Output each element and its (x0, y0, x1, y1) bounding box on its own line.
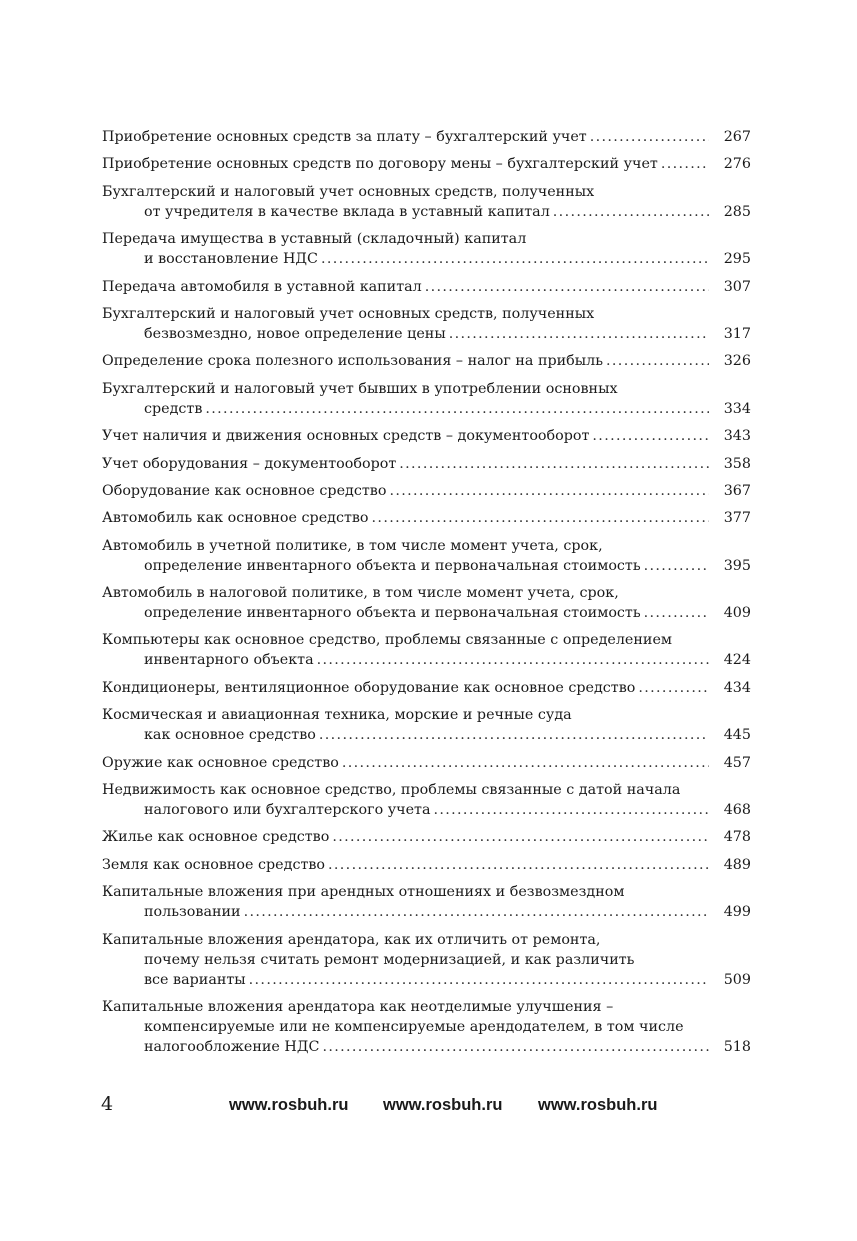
toc-entry-title: Земля как основное средство (102, 856, 326, 873)
toc-entry-title: Компьютеры как основное средство, проблемы связанные с определением (102, 632, 673, 649)
toc-entry (102, 630, 751, 670)
toc-entry (102, 705, 751, 745)
toc-entry (102, 780, 751, 820)
toc-entry (102, 855, 751, 875)
toc-entry-title: Капитальные вложения при арендных отношениях и безвозмездном (102, 884, 625, 901)
toc-entry-title: Бухгалтерский и налоговый учет бывших в употреблении основных (102, 380, 618, 397)
toc-entry-title: Космическая и авиационная техника, морские и речные суда (102, 707, 572, 724)
toc-entry (102, 753, 751, 773)
toc-entry (102, 536, 751, 576)
toc-entry-line (102, 399, 751, 419)
toc-entry-line (102, 855, 751, 875)
toc-entry-title: как основное средство (144, 727, 316, 744)
toc-page-number: 434 (709, 678, 751, 698)
toc-entry-title: Недвижимость как основное средство, проблемы связанные с датой начала (102, 782, 681, 799)
toc-entry-line (102, 454, 751, 474)
toc-entry-line (102, 277, 751, 297)
toc-entry (102, 277, 751, 297)
toc-entry-title: средств (144, 400, 203, 417)
toc-entry-title: Кондиционеры, вентиляционное оборудование как основное средство (102, 679, 636, 696)
toc-entry-line (102, 229, 751, 249)
toc-entry-title: пользовании (144, 904, 241, 921)
toc-entry (102, 379, 751, 419)
toc-entry-line (102, 930, 751, 950)
toc-entry (102, 481, 751, 501)
toc-entry-line (102, 556, 751, 576)
footer-url: www.rosbuh.ru (383, 1096, 503, 1114)
toc-page-number: 343 (709, 426, 751, 446)
toc-entry-line (102, 583, 751, 603)
toc-entry-title: почему нельзя считать ремонт модернизацией, и как различить (144, 951, 635, 968)
toc-entry-line (102, 705, 751, 725)
toc-entry-title: налогового или бухгалтерского учета (144, 802, 431, 819)
toc-page-number: 509 (709, 970, 751, 990)
toc-entry (102, 583, 751, 623)
toc-entry-line (102, 249, 751, 269)
toc-entry-title: определение инвентарного объекта и первоначальная стоимость (144, 605, 641, 622)
toc-entry-title: налогообложение НДС (144, 1038, 320, 1055)
toc-entry-line (102, 127, 751, 147)
toc-page-number: 478 (709, 827, 751, 847)
toc-entry (102, 454, 751, 474)
toc-page-number: 285 (709, 202, 751, 222)
toc-page-number: 445 (709, 725, 751, 745)
toc-entry-line (102, 426, 751, 446)
toc-entry-line (102, 725, 751, 745)
toc-entry-line (102, 536, 751, 556)
toc-entry (102, 997, 751, 1057)
toc-entry-line (102, 630, 751, 650)
toc-entry (102, 154, 751, 174)
toc-page-number: 367 (709, 481, 751, 501)
toc-entry (102, 930, 751, 990)
toc-entry-line (102, 997, 751, 1017)
toc-page-number: 409 (709, 603, 751, 623)
toc-entry (102, 351, 751, 371)
toc-entry (102, 426, 751, 446)
toc-entry-title: безвозмездно, новое определение цены (144, 325, 446, 342)
page-number: 4 (101, 1093, 114, 1115)
toc-page-number: 334 (709, 399, 751, 419)
toc-entry-title: Приобретение основных средств за плату – бухгалтерский учет (102, 129, 587, 145)
toc-entry-line (102, 379, 751, 399)
toc-entry-title: Бухгалтерский и налоговый учет основных средств, полученных (102, 183, 595, 200)
toc-entry (102, 508, 751, 528)
toc-page-number: 276 (709, 154, 751, 174)
toc-entry-title: инвентарного объекта (144, 652, 314, 669)
toc-page-number: 307 (709, 277, 751, 297)
toc-entry-line (102, 650, 751, 670)
toc-entry-title: определение инвентарного объекта и первоначальная стоимость (144, 557, 641, 574)
toc-entry-line (102, 202, 751, 222)
toc-entry-title: Определение срока полезного использования – налог на прибыль (102, 353, 604, 370)
toc-entry-line (102, 1017, 751, 1037)
toc-entry-line (102, 351, 751, 371)
toc-page-number: 358 (709, 454, 751, 474)
toc-entry-line (102, 780, 751, 800)
toc-page-number: 395 (709, 556, 751, 576)
footer-url: www.rosbuh.ru (538, 1096, 658, 1114)
toc-page-number: 489 (709, 855, 751, 875)
toc-entry-line (102, 481, 751, 501)
toc-entry (102, 229, 751, 269)
footer-url: www.rosbuh.ru (229, 1096, 349, 1114)
toc-entry-title: Учет наличия и движения основных средств – документооборот (102, 428, 590, 445)
toc-entry-title: Капитальные вложения арендатора, как их отличить от ремонта, (102, 931, 601, 948)
table-of-contents (102, 127, 751, 1064)
toc-page-number: 499 (709, 902, 751, 922)
toc-page-number: 468 (709, 800, 751, 820)
toc-entry-title: Автомобиль как основное средство (102, 510, 369, 527)
toc-entry-title: Бухгалтерский и налоговый учет основных средств, полученных (102, 305, 595, 322)
toc-entry-title: все варианты (144, 971, 246, 988)
toc-entry (102, 304, 751, 344)
toc-entry (102, 127, 751, 147)
toc-entry (102, 678, 751, 698)
toc-entry-title: Учет оборудования – документооборот (102, 455, 397, 472)
toc-page-number: 518 (709, 1037, 751, 1057)
toc-entry-line (102, 902, 751, 922)
toc-entry-line (102, 678, 751, 698)
toc-page-number: 424 (709, 650, 751, 670)
toc-entry-line (102, 304, 751, 324)
toc-page-number: 377 (709, 508, 751, 528)
toc-entry-line (102, 508, 751, 528)
toc-entry-title: Жилье как основное средство (102, 829, 330, 846)
toc-entry-title: Оружие как основное средство (102, 754, 339, 771)
toc-entry-line (102, 1037, 751, 1057)
toc-entry-line (102, 154, 751, 174)
toc-page-number: 295 (709, 249, 751, 269)
toc-entry-line (102, 882, 751, 902)
toc-entry-title: Приобретение основных средств по договору мены – бухгалтерский учет (102, 156, 658, 173)
toc-page-number: 457 (709, 753, 751, 773)
toc-page-number: 326 (709, 351, 751, 371)
toc-entry-line (102, 800, 751, 820)
toc-entry-line (102, 182, 751, 202)
toc-entry-title: Передача автомобиля в уставной капитал (102, 278, 422, 295)
toc-entry-title: Автомобиль в учетной политике, в том числе момент учета, срок, (102, 537, 603, 554)
toc-entry-title: компенсируемые или не компенсируемые арендодателем, в том числе (144, 1018, 684, 1035)
toc-entry-line (102, 753, 751, 773)
toc-entry (102, 182, 751, 222)
toc-entry-title: Капитальные вложения арендатора как неотделимые улучшения – (102, 998, 614, 1015)
toc-entry-title: от учредителя в качестве вклада в уставный капитал (144, 203, 550, 220)
toc-entry-line (102, 950, 751, 970)
toc-entry-title: и восстановление НДС (144, 251, 318, 268)
toc-entry (102, 882, 751, 922)
toc-entry-line (102, 324, 751, 344)
toc-page-number: 267 (709, 127, 751, 147)
toc-entry-line (102, 970, 751, 990)
toc-entry-line (102, 827, 751, 847)
toc-entry (102, 827, 751, 847)
toc-entry-title: Автомобиль в налоговой политике, в том числе момент учета, срок, (102, 585, 619, 602)
page-footer (0, 1093, 857, 1117)
toc-entry-title: Оборудование как основное средство (102, 482, 387, 499)
toc-page-number: 317 (709, 324, 751, 344)
toc-entry-title: Передача имущества в уставный (складочный) капитал (102, 231, 527, 248)
toc-entry-line (102, 603, 751, 623)
